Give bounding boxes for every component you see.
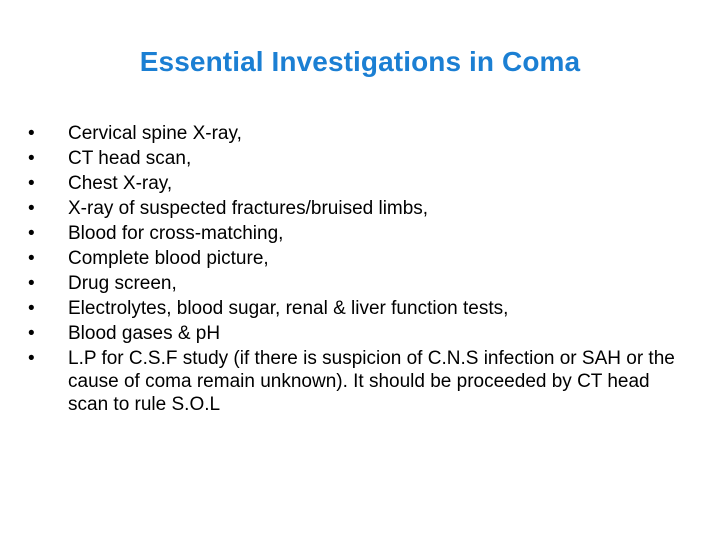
bullet-icon: • <box>28 273 35 294</box>
bullet-text: L.P for C.S.F study (if there is suspicion of C.N.S infection or SAH or the cause of coma remain unknown). It should be proceeded by CT head scan to rule S.O.L <box>68 348 675 415</box>
bullet-item <box>28 197 688 220</box>
bullet-text: Cervical spine X-ray, <box>68 123 242 144</box>
bullet-text: Drug screen, <box>68 273 177 294</box>
bullet-item <box>28 147 688 170</box>
bullet-icon: • <box>28 198 35 219</box>
bullet-text: Blood gases & pH <box>68 323 221 344</box>
bullet-icon: • <box>28 148 35 169</box>
bullet-text: Complete blood picture, <box>68 248 269 269</box>
bullet-text: Electrolytes, blood sugar, renal & liver function tests, <box>68 298 509 319</box>
bullet-item <box>28 297 688 320</box>
bullet-icon: • <box>28 223 35 244</box>
bullet-text: Blood for cross-matching, <box>68 223 284 244</box>
bullet-icon: • <box>28 123 35 144</box>
bullet-icon: • <box>28 298 35 319</box>
bullet-icon: • <box>28 173 35 194</box>
bullet-item <box>28 322 688 345</box>
bullet-text: Chest X-ray, <box>68 173 173 194</box>
bullet-text: CT head scan, <box>68 148 192 169</box>
bullet-icon: • <box>28 248 35 269</box>
bullet-item <box>28 272 688 295</box>
bullet-item <box>28 222 688 245</box>
bullet-text: X-ray of suspected fractures/bruised limbs, <box>68 198 429 219</box>
bullet-list <box>28 122 688 418</box>
bullet-item <box>28 172 688 195</box>
bullet-icon: • <box>28 323 35 344</box>
bullet-icon: • <box>28 348 35 369</box>
bullet-item <box>28 122 688 145</box>
slide-title: Essential Investigations in Coma <box>139 46 581 77</box>
bullet-item <box>28 247 688 270</box>
bullet-item <box>28 347 688 416</box>
